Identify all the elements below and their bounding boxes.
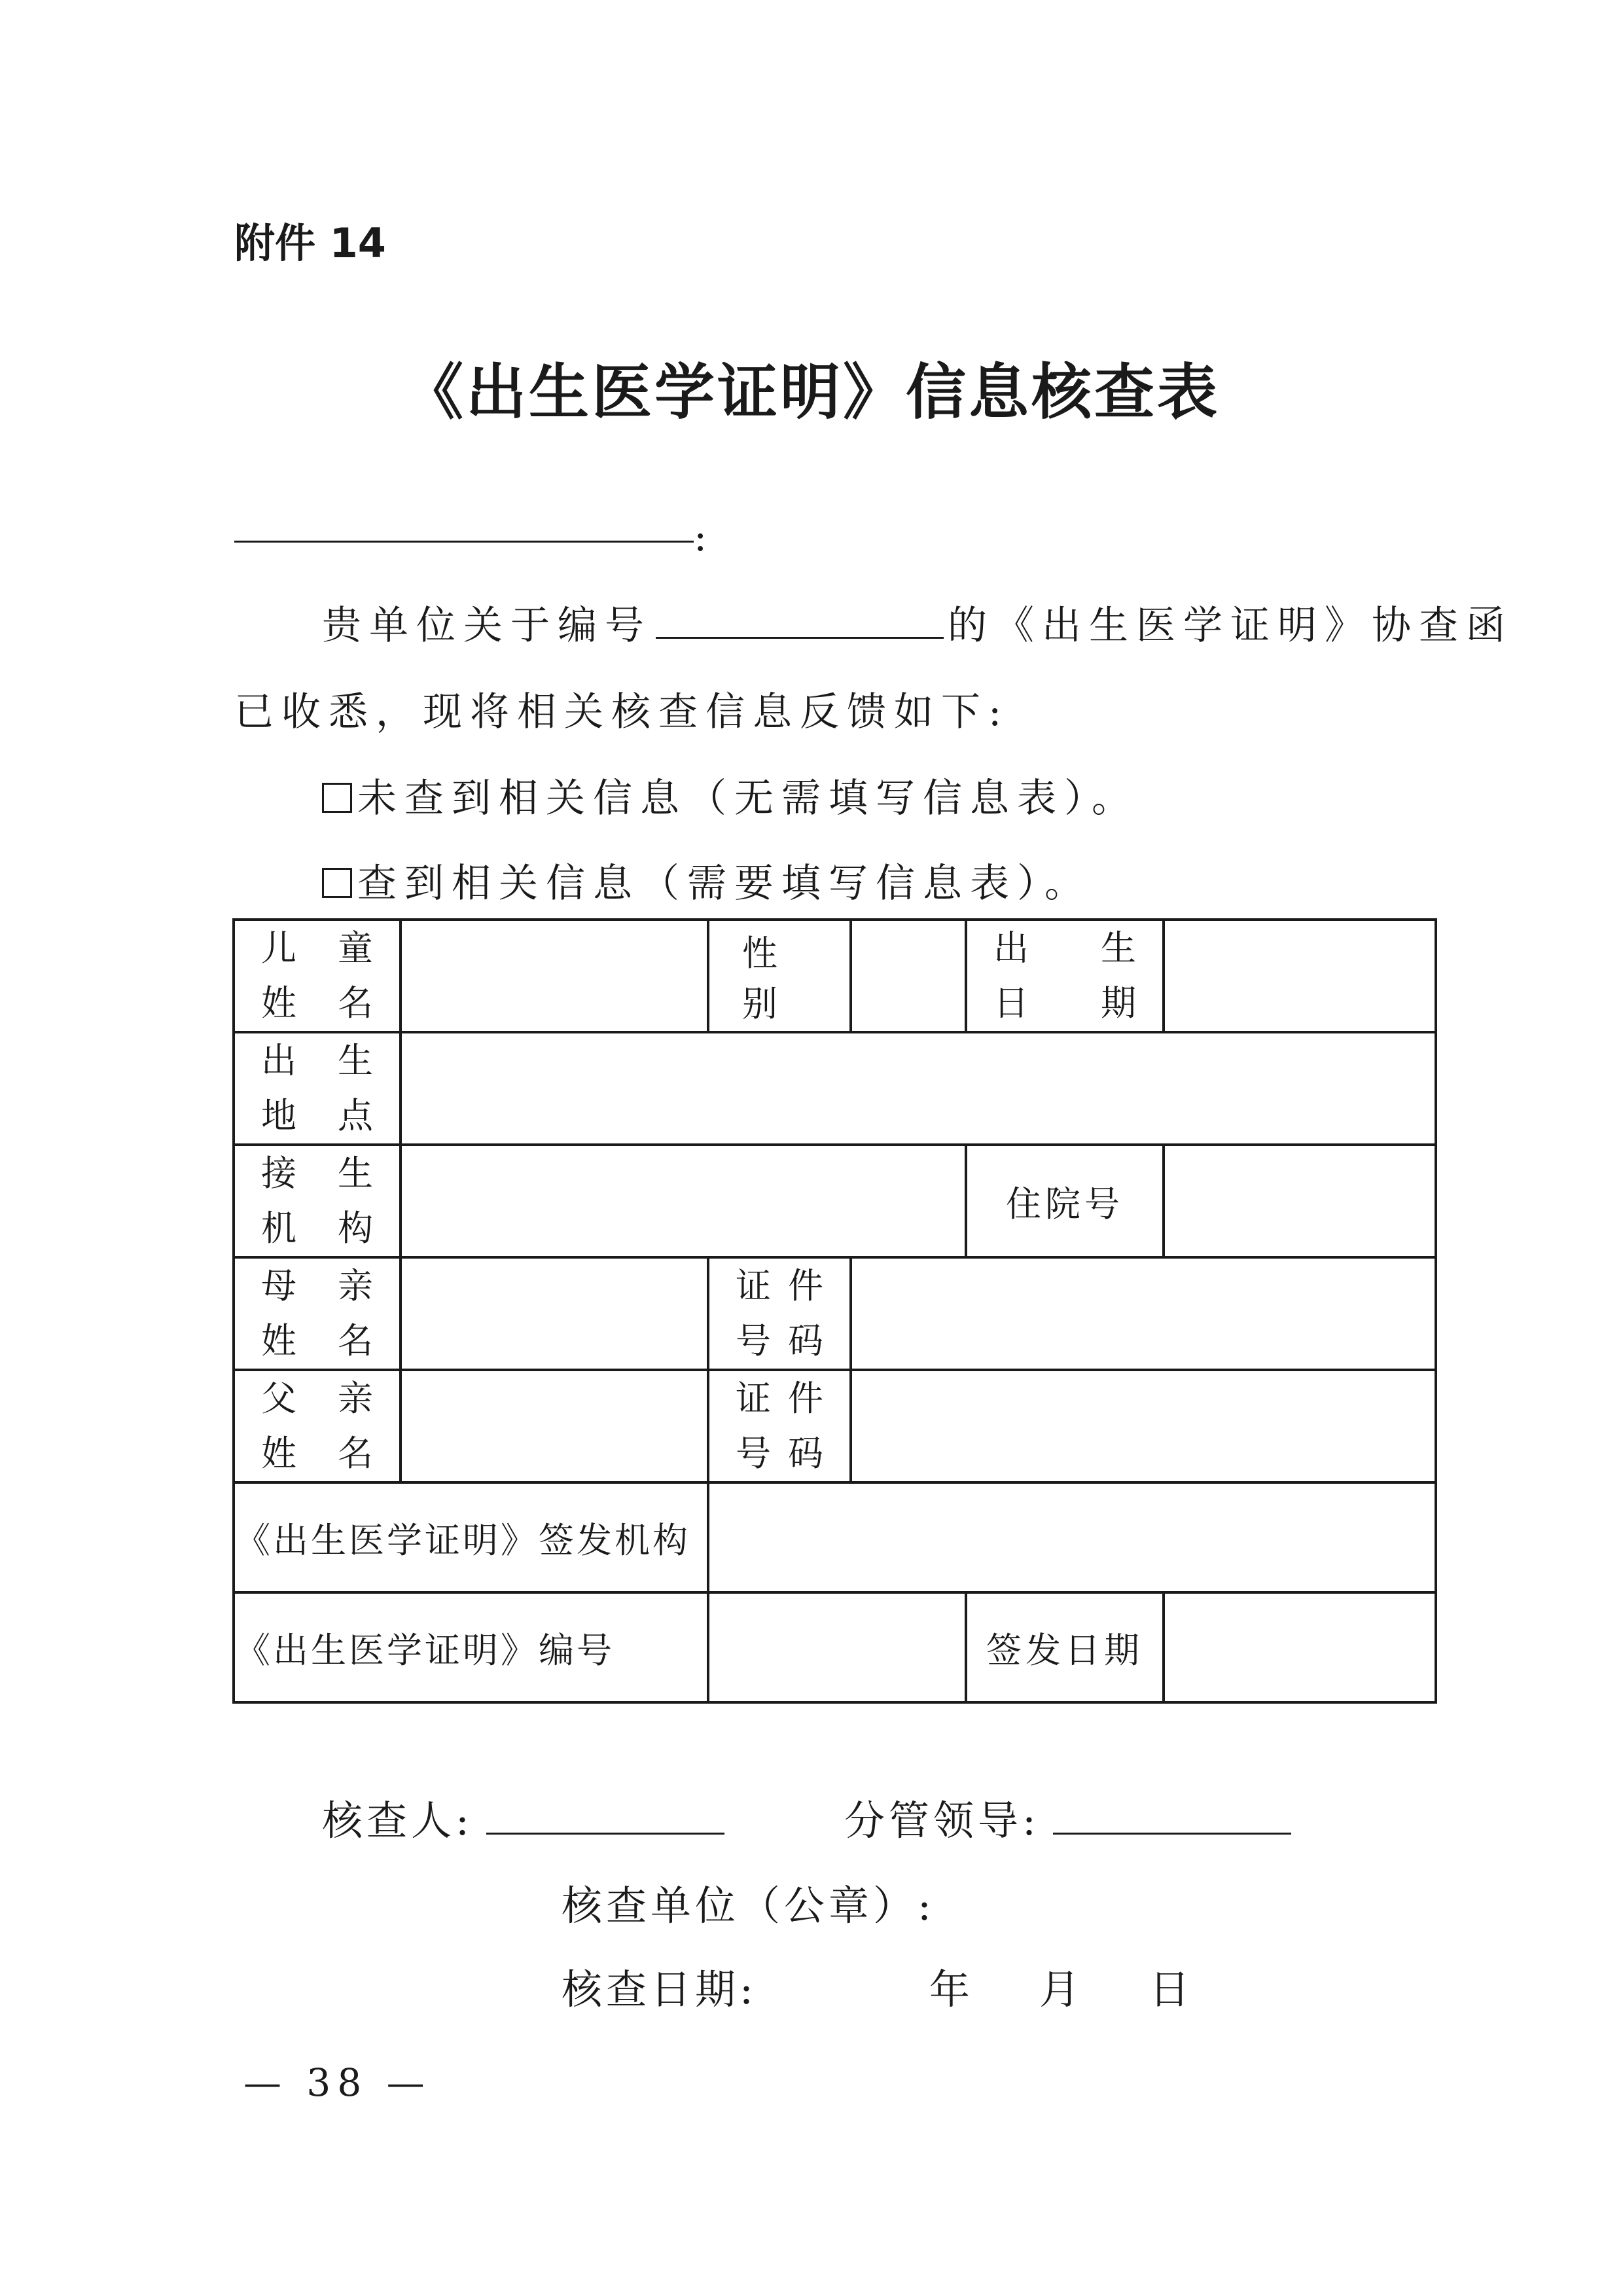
month-label: 月 — [1039, 1965, 1084, 2013]
input-mother-name[interactable] — [401, 1257, 708, 1370]
year-label: 年 — [929, 1965, 974, 2013]
leader-label: 分管领导: — [844, 1797, 1040, 1844]
label-birth-place: 出 生 地 点 — [234, 1032, 401, 1145]
label-father-id-number: 证 件 号 码 — [708, 1370, 851, 1482]
label-hospital-number: 住院号 — [966, 1145, 1164, 1257]
input-delivery-institution[interactable] — [401, 1145, 966, 1257]
option-found — [322, 852, 1092, 908]
checker-blank[interactable] — [486, 1800, 724, 1835]
input-father-id-number[interactable] — [851, 1370, 1436, 1482]
label-certificate-number: 《出生医学证明》编号 — [234, 1592, 708, 1702]
table-row — [234, 1482, 1436, 1592]
leader-blank[interactable] — [1053, 1800, 1291, 1835]
input-mother-id-number[interactable] — [851, 1257, 1436, 1370]
checkbox-found[interactable] — [322, 868, 352, 898]
input-child-name[interactable] — [401, 920, 708, 1032]
day-label: 日 — [1149, 1965, 1194, 2013]
paragraph-line-2: 已收悉，现将相关核查信息反馈如下: — [234, 689, 1010, 735]
input-gender[interactable] — [851, 920, 966, 1032]
paragraph-line-1 — [322, 594, 1513, 651]
paragraph-suffix: 的《出生医学证明》协查函 — [948, 603, 1513, 649]
leader-signature — [844, 1788, 1291, 1846]
label-mother-id-number: 证 件 号 码 — [708, 1257, 851, 1370]
option-not-found-label: 未查到相关信息（无需填写信息表）。 — [357, 776, 1139, 821]
page-number: — 38 — — [243, 2060, 431, 2105]
input-certificate-number[interactable] — [708, 1592, 966, 1702]
label-delivery-institution: 接 生 机 构 — [234, 1145, 401, 1257]
table-row — [234, 1032, 1436, 1145]
table-row — [234, 920, 1436, 1032]
label-birth-date: 出 生 日 期 — [966, 920, 1164, 1032]
checkbox-not-found[interactable] — [322, 783, 352, 813]
info-table — [232, 918, 1437, 1704]
input-issuing-institution[interactable] — [708, 1482, 1436, 1592]
option-found-label: 查到相关信息（需要填写信息表）。 — [357, 861, 1092, 906]
paragraph-prefix: 贵单位关于编号 — [322, 603, 652, 649]
label-issuing-institution: 《出生医学证明》签发机构 — [234, 1482, 708, 1592]
label-gender: 性别 — [708, 920, 851, 1032]
label-child-name: 儿 童 姓 名 — [234, 920, 401, 1032]
input-issue-date[interactable] — [1164, 1592, 1436, 1702]
input-birth-date[interactable] — [1164, 920, 1436, 1032]
label-mother-name: 母 亲 姓 名 — [234, 1257, 401, 1370]
check-date-label: 核查日期: — [562, 1965, 757, 2013]
attachment-label: 附件 14 — [234, 219, 386, 267]
table-row — [234, 1257, 1436, 1370]
checker-signature — [322, 1788, 724, 1846]
table-row — [234, 1370, 1436, 1482]
input-birth-place[interactable] — [401, 1032, 1436, 1145]
salutation-colon: : — [694, 514, 707, 560]
label-father-name: 父 亲 姓 名 — [234, 1370, 401, 1482]
salutation-blank[interactable] — [234, 541, 694, 543]
table-row — [234, 1592, 1436, 1702]
page-title: 《出生医学证明》信息核查表 — [402, 357, 1220, 427]
option-not-found — [322, 767, 1139, 823]
check-date-fields — [929, 1957, 1259, 2015]
input-hospital-number[interactable] — [1164, 1145, 1436, 1257]
checker-label: 核查人: — [322, 1797, 473, 1844]
check-unit-label: 核查单位（公章）: — [562, 1882, 935, 1929]
input-father-name[interactable] — [401, 1370, 708, 1482]
label-issue-date: 签发日期 — [966, 1592, 1164, 1702]
number-blank[interactable] — [656, 604, 944, 639]
table-row — [234, 1145, 1436, 1257]
